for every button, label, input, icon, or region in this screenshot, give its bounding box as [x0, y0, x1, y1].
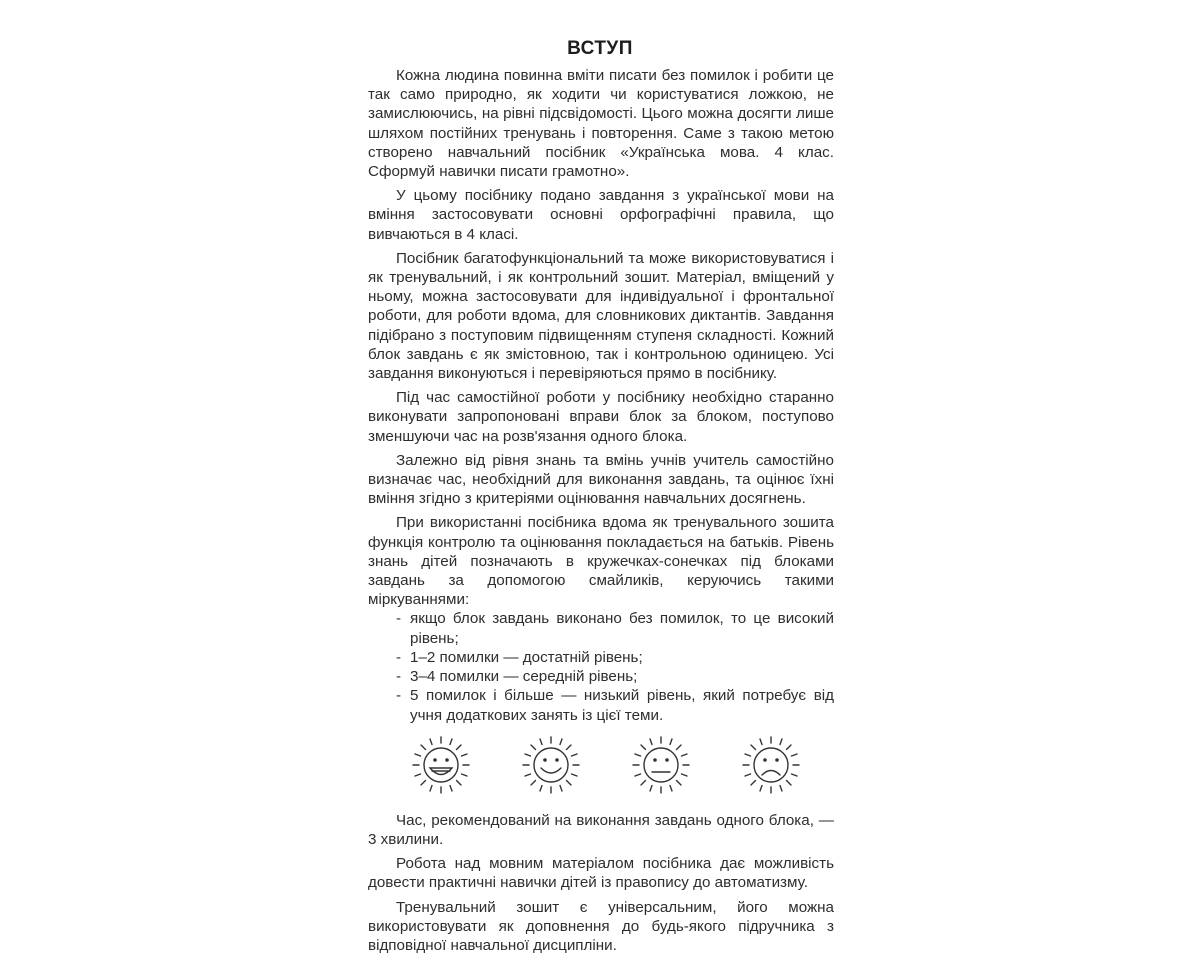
list-item-text: 5 помилок і більше — низький рівень, який потребує від учня додаткових занять із цієї теми.: [410, 687, 834, 724]
list-item: [368, 648, 834, 667]
paragraph: Час, рекомендований на виконання завдань одного блока, — 3 хвилини.: [368, 811, 834, 848]
list-marker: -: [396, 648, 402, 666]
list-item-text: 1–2 помилки — достатній рівень;: [410, 648, 643, 666]
page-title: ВСТУП: [567, 38, 633, 59]
paragraph: Робота над мовним матеріалом посібника дає можливість довести практичні навички дітей із правопису до автоматизму.: [368, 855, 834, 892]
neutral-sun-icon: [626, 733, 696, 797]
list-item: [368, 667, 834, 686]
paragraph: Посібник багатофункціональний та може використовуватися і як тренувальний, і як контрольний зошит. Матеріал, вміщений у ньому, можна застосовувати для індивідуальної і фронтальної роботи, для роботи вдома, для словникових диктантів. Завдання підібрано з поступовим підвищенням ступеня складності. Кожний блок завдань є як змістовною, так і контрольною одиницею. Усі завдання виконуються і перевіряються прямо в посібнику.: [368, 249, 834, 383]
list-marker: -: [396, 687, 402, 705]
levels-list: [368, 609, 834, 724]
list-marker: -: [396, 610, 402, 628]
paragraph: Кожна людина повинна вміти писати без помилок і робити це так само природно, як ходити чи користуватися ложкою, не замислюючись, на рівні підсвідомості. Цього можна досягти лише шляхом постійних тренувань і повторення. Саме з такою метою створено навчальний посібник «Українська мова. 4 клас. Сформуй навички писати грамотно».: [368, 67, 834, 181]
document-body: [368, 66, 834, 960]
big-smile-sun-icon: [406, 733, 476, 797]
list-item-text: 3–4 помилки — середній рівень;: [410, 668, 638, 686]
paragraph: Під час самостійної роботи у посібнику необхідно старанно виконувати запропоновані вправи блок за блоком, поступово зменшуючи час на розв'язання одного блока.: [368, 389, 834, 445]
paragraph: Тренувальний зошит є універсальним, його можна використовувати як доповнення до будь-якого підручника з відповідної навчальної дисципліни.: [368, 898, 834, 954]
sad-sun-icon: [736, 733, 806, 797]
list-item-text: якщо блок завдань виконано без помилок, то це високий рівень;: [410, 610, 834, 647]
list-marker: -: [396, 668, 402, 686]
paragraph: При використанні посібника вдома як тренувального зошита функція контролю та оцінювання покладається на батьків. Рівень знань дітей позначають в кружечках-сонечках під блоками завдань за допомогою смайликів, керуючись такими міркуваннями:: [368, 514, 834, 609]
list-item: [368, 686, 834, 724]
sun-smileys-row: [406, 733, 806, 797]
smile-sun-icon: [516, 733, 586, 797]
paragraph: Залежно від рівня знань та вмінь учнів учитель самостійно визначає час, необхідний для виконання завдань, та оцінює їхні вміння згідно з критеріями оцінювання навчальних досягнень.: [368, 451, 834, 508]
paragraph: У цьому посібнику подано завдання з української мови на вміння застосовувати основні орфографічні правила, що вивчаються в 4 класі.: [368, 187, 834, 243]
list-item: [368, 609, 834, 647]
